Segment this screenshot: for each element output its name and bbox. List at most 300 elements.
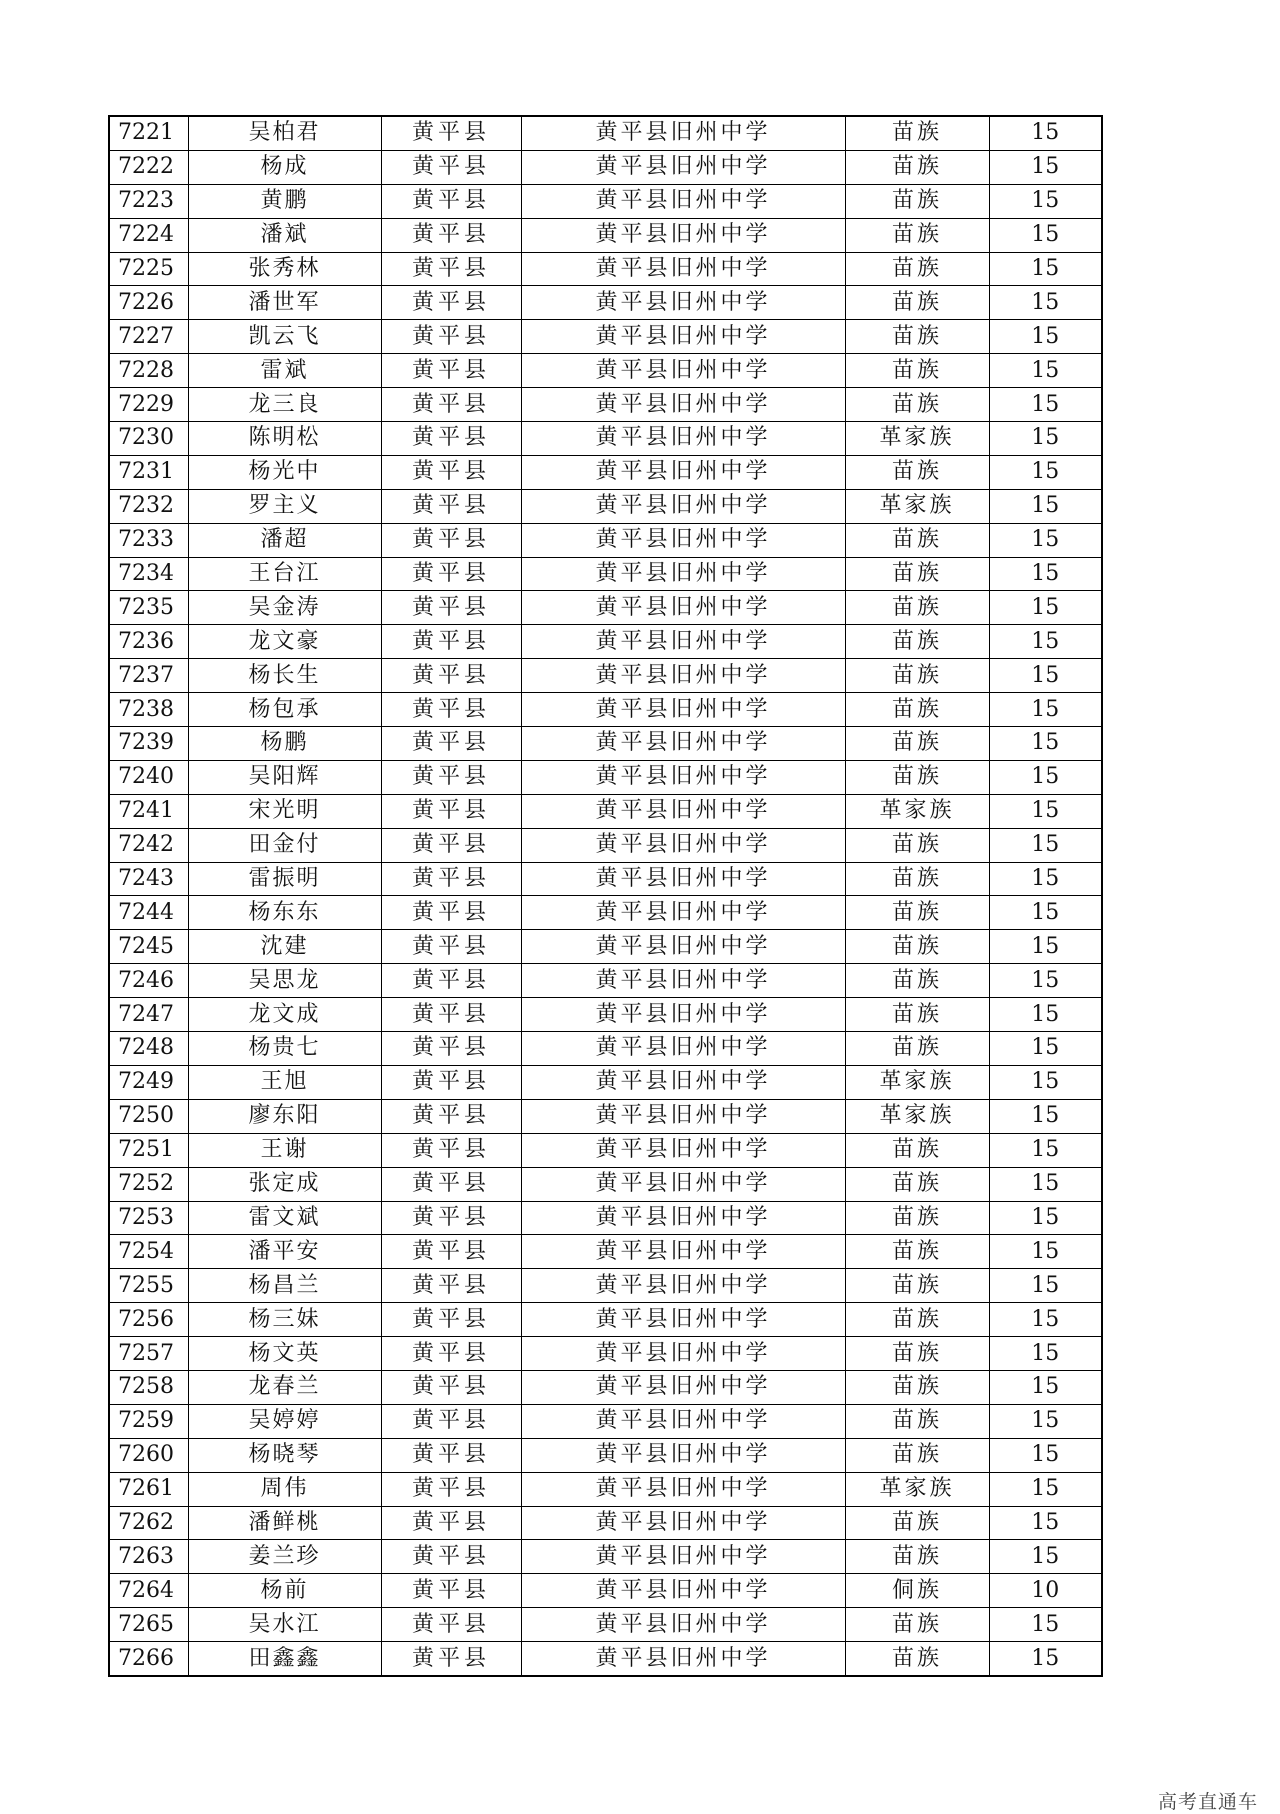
table-row <box>109 1032 1102 1066</box>
school-cell: 黄平县旧州中学 <box>521 1472 845 1506</box>
bonus-points-cell: 15 <box>989 659 1102 693</box>
ethnicity-cell: 苗族 <box>845 1032 989 1066</box>
ethnicity-cell: 苗族 <box>845 523 989 557</box>
county-cell: 黄平县 <box>381 218 521 252</box>
county-cell: 黄平县 <box>381 1235 521 1269</box>
student-name-cell: 杨昌兰 <box>188 1269 381 1303</box>
serial-number-cell: 7230 <box>109 422 188 456</box>
table-row <box>109 1540 1102 1574</box>
table-row <box>109 286 1102 320</box>
table-row <box>109 354 1102 388</box>
ethnicity-cell: 苗族 <box>845 1608 989 1642</box>
roster-body <box>109 116 1102 1676</box>
county-cell: 黄平县 <box>381 1167 521 1201</box>
table-row <box>109 1235 1102 1269</box>
bonus-points-cell: 15 <box>989 422 1102 456</box>
bonus-points-cell: 15 <box>989 320 1102 354</box>
student-name-cell: 潘鲜桃 <box>188 1506 381 1540</box>
serial-number-cell: 7237 <box>109 659 188 693</box>
student-name-cell: 潘斌 <box>188 218 381 252</box>
student-name-cell: 吴阳辉 <box>188 760 381 794</box>
county-cell: 黄平县 <box>381 794 521 828</box>
school-cell: 黄平县旧州中学 <box>521 354 845 388</box>
bonus-points-cell: 15 <box>989 760 1102 794</box>
serial-number-cell: 7256 <box>109 1303 188 1337</box>
bonus-points-cell: 15 <box>989 1235 1102 1269</box>
ethnicity-cell: 苗族 <box>845 964 989 998</box>
serial-number-cell: 7227 <box>109 320 188 354</box>
student-name-cell: 沈建 <box>188 930 381 964</box>
county-cell: 黄平县 <box>381 1642 521 1676</box>
county-cell: 黄平县 <box>381 1370 521 1404</box>
student-name-cell: 龙三良 <box>188 388 381 422</box>
student-name-cell: 罗主义 <box>188 489 381 523</box>
county-cell: 黄平县 <box>381 1099 521 1133</box>
ethnicity-cell: 苗族 <box>845 1235 989 1269</box>
student-name-cell: 田鑫鑫 <box>188 1642 381 1676</box>
student-name-cell: 张秀林 <box>188 252 381 286</box>
ethnicity-cell: 苗族 <box>845 116 989 150</box>
county-cell: 黄平县 <box>381 354 521 388</box>
ethnicity-cell: 侗族 <box>845 1574 989 1608</box>
school-cell: 黄平县旧州中学 <box>521 422 845 456</box>
bonus-points-cell: 15 <box>989 1506 1102 1540</box>
county-cell: 黄平县 <box>381 1540 521 1574</box>
student-name-cell: 凯云飞 <box>188 320 381 354</box>
student-name-cell: 陈明松 <box>188 422 381 456</box>
ethnicity-cell: 苗族 <box>845 1506 989 1540</box>
county-cell: 黄平县 <box>381 930 521 964</box>
school-cell: 黄平县旧州中学 <box>521 150 845 184</box>
county-cell: 黄平县 <box>381 1133 521 1167</box>
serial-number-cell: 7262 <box>109 1506 188 1540</box>
table-row <box>109 591 1102 625</box>
serial-number-cell: 7236 <box>109 625 188 659</box>
ethnicity-cell: 苗族 <box>845 354 989 388</box>
school-cell: 黄平县旧州中学 <box>521 828 845 862</box>
county-cell: 黄平县 <box>381 422 521 456</box>
bonus-points-cell: 15 <box>989 1303 1102 1337</box>
ethnicity-cell: 苗族 <box>845 557 989 591</box>
school-cell: 黄平县旧州中学 <box>521 896 845 930</box>
serial-number-cell: 7226 <box>109 286 188 320</box>
school-cell: 黄平县旧州中学 <box>521 1438 845 1472</box>
school-cell: 黄平县旧州中学 <box>521 1574 845 1608</box>
bonus-points-cell: 15 <box>989 794 1102 828</box>
student-name-cell: 王谢 <box>188 1133 381 1167</box>
table-row <box>109 1167 1102 1201</box>
serial-number-cell: 7225 <box>109 252 188 286</box>
ethnicity-cell: 苗族 <box>845 760 989 794</box>
table-row <box>109 422 1102 456</box>
ethnicity-cell: 苗族 <box>845 1269 989 1303</box>
bonus-points-cell: 15 <box>989 1404 1102 1438</box>
bonus-points-cell: 15 <box>989 1370 1102 1404</box>
school-cell: 黄平县旧州中学 <box>521 1540 845 1574</box>
county-cell: 黄平县 <box>381 1303 521 1337</box>
student-name-cell: 杨三妹 <box>188 1303 381 1337</box>
county-cell: 黄平县 <box>381 523 521 557</box>
ethnicity-cell: 苗族 <box>845 184 989 218</box>
bonus-points-cell: 15 <box>989 964 1102 998</box>
ethnicity-cell: 苗族 <box>845 727 989 761</box>
watermark-text: 高考直通车 <box>1157 1791 1258 1813</box>
ethnicity-cell: 苗族 <box>845 1404 989 1438</box>
ethnicity-cell: 苗族 <box>845 693 989 727</box>
serial-number-cell: 7248 <box>109 1032 188 1066</box>
school-cell: 黄平县旧州中学 <box>521 1235 845 1269</box>
student-name-cell: 廖东阳 <box>188 1099 381 1133</box>
student-name-cell: 潘超 <box>188 523 381 557</box>
student-name-cell: 雷振明 <box>188 862 381 896</box>
school-cell: 黄平县旧州中学 <box>521 320 845 354</box>
table-row <box>109 455 1102 489</box>
ethnicity-cell: 苗族 <box>845 1303 989 1337</box>
student-name-cell: 吴金涛 <box>188 591 381 625</box>
table-row <box>109 828 1102 862</box>
student-name-cell: 田金付 <box>188 828 381 862</box>
table-row <box>109 659 1102 693</box>
county-cell: 黄平县 <box>381 1065 521 1099</box>
serial-number-cell: 7261 <box>109 1472 188 1506</box>
ethnicity-cell: 革家族 <box>845 1099 989 1133</box>
serial-number-cell: 7239 <box>109 727 188 761</box>
bonus-points-cell: 15 <box>989 286 1102 320</box>
table-row <box>109 1099 1102 1133</box>
student-name-cell: 龙文豪 <box>188 625 381 659</box>
student-name-cell: 杨东东 <box>188 896 381 930</box>
student-name-cell: 杨前 <box>188 1574 381 1608</box>
school-cell: 黄平县旧州中学 <box>521 1133 845 1167</box>
ethnicity-cell: 革家族 <box>845 1065 989 1099</box>
ethnicity-cell: 苗族 <box>845 150 989 184</box>
ethnicity-cell: 苗族 <box>845 930 989 964</box>
bonus-points-cell: 15 <box>989 1099 1102 1133</box>
table-row <box>109 523 1102 557</box>
ethnicity-cell: 苗族 <box>845 862 989 896</box>
bonus-points-cell: 15 <box>989 1337 1102 1371</box>
bonus-points-cell: 15 <box>989 1065 1102 1099</box>
school-cell: 黄平县旧州中学 <box>521 184 845 218</box>
school-cell: 黄平县旧州中学 <box>521 1337 845 1371</box>
school-cell: 黄平县旧州中学 <box>521 557 845 591</box>
bonus-points-cell: 15 <box>989 998 1102 1032</box>
bonus-points-cell: 15 <box>989 1269 1102 1303</box>
serial-number-cell: 7252 <box>109 1167 188 1201</box>
county-cell: 黄平县 <box>381 693 521 727</box>
serial-number-cell: 7228 <box>109 354 188 388</box>
county-cell: 黄平县 <box>381 862 521 896</box>
student-name-cell: 黄鹏 <box>188 184 381 218</box>
ethnicity-cell: 苗族 <box>845 1540 989 1574</box>
school-cell: 黄平县旧州中学 <box>521 1201 845 1235</box>
table-row <box>109 760 1102 794</box>
table-row <box>109 1370 1102 1404</box>
roster-table <box>108 115 1103 1677</box>
county-cell: 黄平县 <box>381 964 521 998</box>
ethnicity-cell: 苗族 <box>845 1438 989 1472</box>
ethnicity-cell: 苗族 <box>845 828 989 862</box>
bonus-points-cell: 15 <box>989 1540 1102 1574</box>
bonus-points-cell: 15 <box>989 693 1102 727</box>
school-cell: 黄平县旧州中学 <box>521 1099 845 1133</box>
bonus-points-cell: 15 <box>989 591 1102 625</box>
school-cell: 黄平县旧州中学 <box>521 116 845 150</box>
school-cell: 黄平县旧州中学 <box>521 252 845 286</box>
table-row <box>109 489 1102 523</box>
bonus-points-cell: 15 <box>989 828 1102 862</box>
serial-number-cell: 7251 <box>109 1133 188 1167</box>
serial-number-cell: 7241 <box>109 794 188 828</box>
school-cell: 黄平县旧州中学 <box>521 998 845 1032</box>
county-cell: 黄平县 <box>381 727 521 761</box>
school-cell: 黄平县旧州中学 <box>521 489 845 523</box>
ethnicity-cell: 苗族 <box>845 1201 989 1235</box>
bonus-points-cell: 15 <box>989 252 1102 286</box>
serial-number-cell: 7266 <box>109 1642 188 1676</box>
school-cell: 黄平县旧州中学 <box>521 388 845 422</box>
table-row <box>109 1404 1102 1438</box>
ethnicity-cell: 革家族 <box>845 422 989 456</box>
bonus-points-cell: 15 <box>989 489 1102 523</box>
student-name-cell: 吴思龙 <box>188 964 381 998</box>
bonus-points-cell: 15 <box>989 930 1102 964</box>
ethnicity-cell: 苗族 <box>845 625 989 659</box>
county-cell: 黄平县 <box>381 896 521 930</box>
student-name-cell: 周伟 <box>188 1472 381 1506</box>
student-name-cell: 吴水江 <box>188 1608 381 1642</box>
student-name-cell: 宋光明 <box>188 794 381 828</box>
bonus-points-cell: 15 <box>989 1642 1102 1676</box>
county-cell: 黄平县 <box>381 1201 521 1235</box>
serial-number-cell: 7263 <box>109 1540 188 1574</box>
serial-number-cell: 7264 <box>109 1574 188 1608</box>
school-cell: 黄平县旧州中学 <box>521 218 845 252</box>
county-cell: 黄平县 <box>381 1269 521 1303</box>
table-row <box>109 150 1102 184</box>
bonus-points-cell: 15 <box>989 625 1102 659</box>
county-cell: 黄平县 <box>381 625 521 659</box>
bonus-points-cell: 15 <box>989 184 1102 218</box>
bonus-points-cell: 15 <box>989 523 1102 557</box>
school-cell: 黄平县旧州中学 <box>521 1642 845 1676</box>
student-name-cell: 潘世军 <box>188 286 381 320</box>
ethnicity-cell: 苗族 <box>845 1167 989 1201</box>
ethnicity-cell: 革家族 <box>845 1472 989 1506</box>
school-cell: 黄平县旧州中学 <box>521 930 845 964</box>
student-name-cell: 吴婷婷 <box>188 1404 381 1438</box>
student-name-cell: 姜兰珍 <box>188 1540 381 1574</box>
serial-number-cell: 7223 <box>109 184 188 218</box>
county-cell: 黄平县 <box>381 1032 521 1066</box>
county-cell: 黄平县 <box>381 1472 521 1506</box>
school-cell: 黄平县旧州中学 <box>521 693 845 727</box>
serial-number-cell: 7243 <box>109 862 188 896</box>
ethnicity-cell: 苗族 <box>845 591 989 625</box>
table-row <box>109 1303 1102 1337</box>
county-cell: 黄平县 <box>381 320 521 354</box>
serial-number-cell: 7246 <box>109 964 188 998</box>
table-row <box>109 1608 1102 1642</box>
bonus-points-cell: 15 <box>989 354 1102 388</box>
county-cell: 黄平县 <box>381 557 521 591</box>
table-row <box>109 1133 1102 1167</box>
county-cell: 黄平县 <box>381 489 521 523</box>
serial-number-cell: 7234 <box>109 557 188 591</box>
student-name-cell: 杨长生 <box>188 659 381 693</box>
serial-number-cell: 7244 <box>109 896 188 930</box>
school-cell: 黄平县旧州中学 <box>521 760 845 794</box>
ethnicity-cell: 苗族 <box>845 1642 989 1676</box>
bonus-points-cell: 15 <box>989 218 1102 252</box>
serial-number-cell: 7255 <box>109 1269 188 1303</box>
student-name-cell: 王台江 <box>188 557 381 591</box>
bonus-points-cell: 15 <box>989 455 1102 489</box>
bonus-points-cell: 15 <box>989 150 1102 184</box>
school-cell: 黄平县旧州中学 <box>521 1404 845 1438</box>
serial-number-cell: 7258 <box>109 1370 188 1404</box>
ethnicity-cell: 苗族 <box>845 320 989 354</box>
bonus-points-cell: 15 <box>989 1472 1102 1506</box>
serial-number-cell: 7222 <box>109 150 188 184</box>
county-cell: 黄平县 <box>381 659 521 693</box>
serial-number-cell: 7247 <box>109 998 188 1032</box>
student-name-cell: 杨文英 <box>188 1337 381 1371</box>
serial-number-cell: 7242 <box>109 828 188 862</box>
student-name-cell: 张定成 <box>188 1167 381 1201</box>
county-cell: 黄平县 <box>381 184 521 218</box>
table-row <box>109 1506 1102 1540</box>
ethnicity-cell: 苗族 <box>845 1133 989 1167</box>
county-cell: 黄平县 <box>381 1404 521 1438</box>
county-cell: 黄平县 <box>381 388 521 422</box>
serial-number-cell: 7235 <box>109 591 188 625</box>
county-cell: 黄平县 <box>381 1574 521 1608</box>
table-row <box>109 930 1102 964</box>
ethnicity-cell: 苗族 <box>845 896 989 930</box>
table-row <box>109 557 1102 591</box>
table-row <box>109 1574 1102 1608</box>
serial-number-cell: 7253 <box>109 1201 188 1235</box>
student-name-cell: 雷斌 <box>188 354 381 388</box>
county-cell: 黄平县 <box>381 591 521 625</box>
table-row <box>109 1642 1102 1676</box>
bonus-points-cell: 15 <box>989 1608 1102 1642</box>
ethnicity-cell: 革家族 <box>845 794 989 828</box>
serial-number-cell: 7265 <box>109 1608 188 1642</box>
table-row <box>109 625 1102 659</box>
table-row <box>109 862 1102 896</box>
bonus-points-cell: 15 <box>989 1133 1102 1167</box>
student-name-cell: 龙文成 <box>188 998 381 1032</box>
table-row <box>109 727 1102 761</box>
table-row <box>109 1065 1102 1099</box>
table-row <box>109 896 1102 930</box>
serial-number-cell: 7231 <box>109 455 188 489</box>
ethnicity-cell: 苗族 <box>845 286 989 320</box>
ethnicity-cell: 苗族 <box>845 252 989 286</box>
ethnicity-cell: 苗族 <box>845 455 989 489</box>
ethnicity-cell: 苗族 <box>845 388 989 422</box>
ethnicity-cell: 苗族 <box>845 1370 989 1404</box>
serial-number-cell: 7232 <box>109 489 188 523</box>
ethnicity-cell: 苗族 <box>845 659 989 693</box>
table-row <box>109 1337 1102 1371</box>
serial-number-cell: 7257 <box>109 1337 188 1371</box>
ethnicity-cell: 革家族 <box>845 489 989 523</box>
table-row <box>109 1472 1102 1506</box>
serial-number-cell: 7245 <box>109 930 188 964</box>
student-name-cell: 雷文斌 <box>188 1201 381 1235</box>
student-name-cell: 杨鹏 <box>188 727 381 761</box>
table-row <box>109 794 1102 828</box>
serial-number-cell: 7254 <box>109 1235 188 1269</box>
school-cell: 黄平县旧州中学 <box>521 862 845 896</box>
serial-number-cell: 7260 <box>109 1438 188 1472</box>
bonus-points-cell: 15 <box>989 116 1102 150</box>
table-row <box>109 964 1102 998</box>
ethnicity-cell: 苗族 <box>845 998 989 1032</box>
table-row <box>109 693 1102 727</box>
bonus-points-cell: 15 <box>989 1167 1102 1201</box>
serial-number-cell: 7249 <box>109 1065 188 1099</box>
student-name-cell: 杨光中 <box>188 455 381 489</box>
school-cell: 黄平县旧州中学 <box>521 659 845 693</box>
county-cell: 黄平县 <box>381 1337 521 1371</box>
bonus-points-cell: 15 <box>989 862 1102 896</box>
bonus-points-cell: 10 <box>989 1574 1102 1608</box>
school-cell: 黄平县旧州中学 <box>521 1303 845 1337</box>
county-cell: 黄平县 <box>381 150 521 184</box>
bonus-points-cell: 15 <box>989 1438 1102 1472</box>
county-cell: 黄平县 <box>381 998 521 1032</box>
table-row <box>109 388 1102 422</box>
bonus-points-cell: 15 <box>989 896 1102 930</box>
school-cell: 黄平县旧州中学 <box>521 286 845 320</box>
bonus-points-cell: 15 <box>989 1201 1102 1235</box>
school-cell: 黄平县旧州中学 <box>521 455 845 489</box>
school-cell: 黄平县旧州中学 <box>521 964 845 998</box>
bonus-points-cell: 15 <box>989 727 1102 761</box>
county-cell: 黄平县 <box>381 1438 521 1472</box>
bonus-points-cell: 15 <box>989 388 1102 422</box>
student-name-cell: 杨贵七 <box>188 1032 381 1066</box>
table-row <box>109 1201 1102 1235</box>
school-cell: 黄平县旧州中学 <box>521 727 845 761</box>
student-name-cell: 杨晓琴 <box>188 1438 381 1472</box>
county-cell: 黄平县 <box>381 286 521 320</box>
school-cell: 黄平县旧州中学 <box>521 794 845 828</box>
table-row <box>109 252 1102 286</box>
county-cell: 黄平县 <box>381 760 521 794</box>
serial-number-cell: 7229 <box>109 388 188 422</box>
ethnicity-cell: 苗族 <box>845 1337 989 1371</box>
county-cell: 黄平县 <box>381 116 521 150</box>
county-cell: 黄平县 <box>381 252 521 286</box>
student-name-cell: 杨成 <box>188 150 381 184</box>
school-cell: 黄平县旧州中学 <box>521 1506 845 1540</box>
table-row <box>109 218 1102 252</box>
student-name-cell: 龙春兰 <box>188 1370 381 1404</box>
student-name-cell: 王旭 <box>188 1065 381 1099</box>
serial-number-cell: 7224 <box>109 218 188 252</box>
school-cell: 黄平县旧州中学 <box>521 1269 845 1303</box>
serial-number-cell: 7233 <box>109 523 188 557</box>
table-row <box>109 1269 1102 1303</box>
serial-number-cell: 7250 <box>109 1099 188 1133</box>
county-cell: 黄平县 <box>381 1608 521 1642</box>
serial-number-cell: 7259 <box>109 1404 188 1438</box>
